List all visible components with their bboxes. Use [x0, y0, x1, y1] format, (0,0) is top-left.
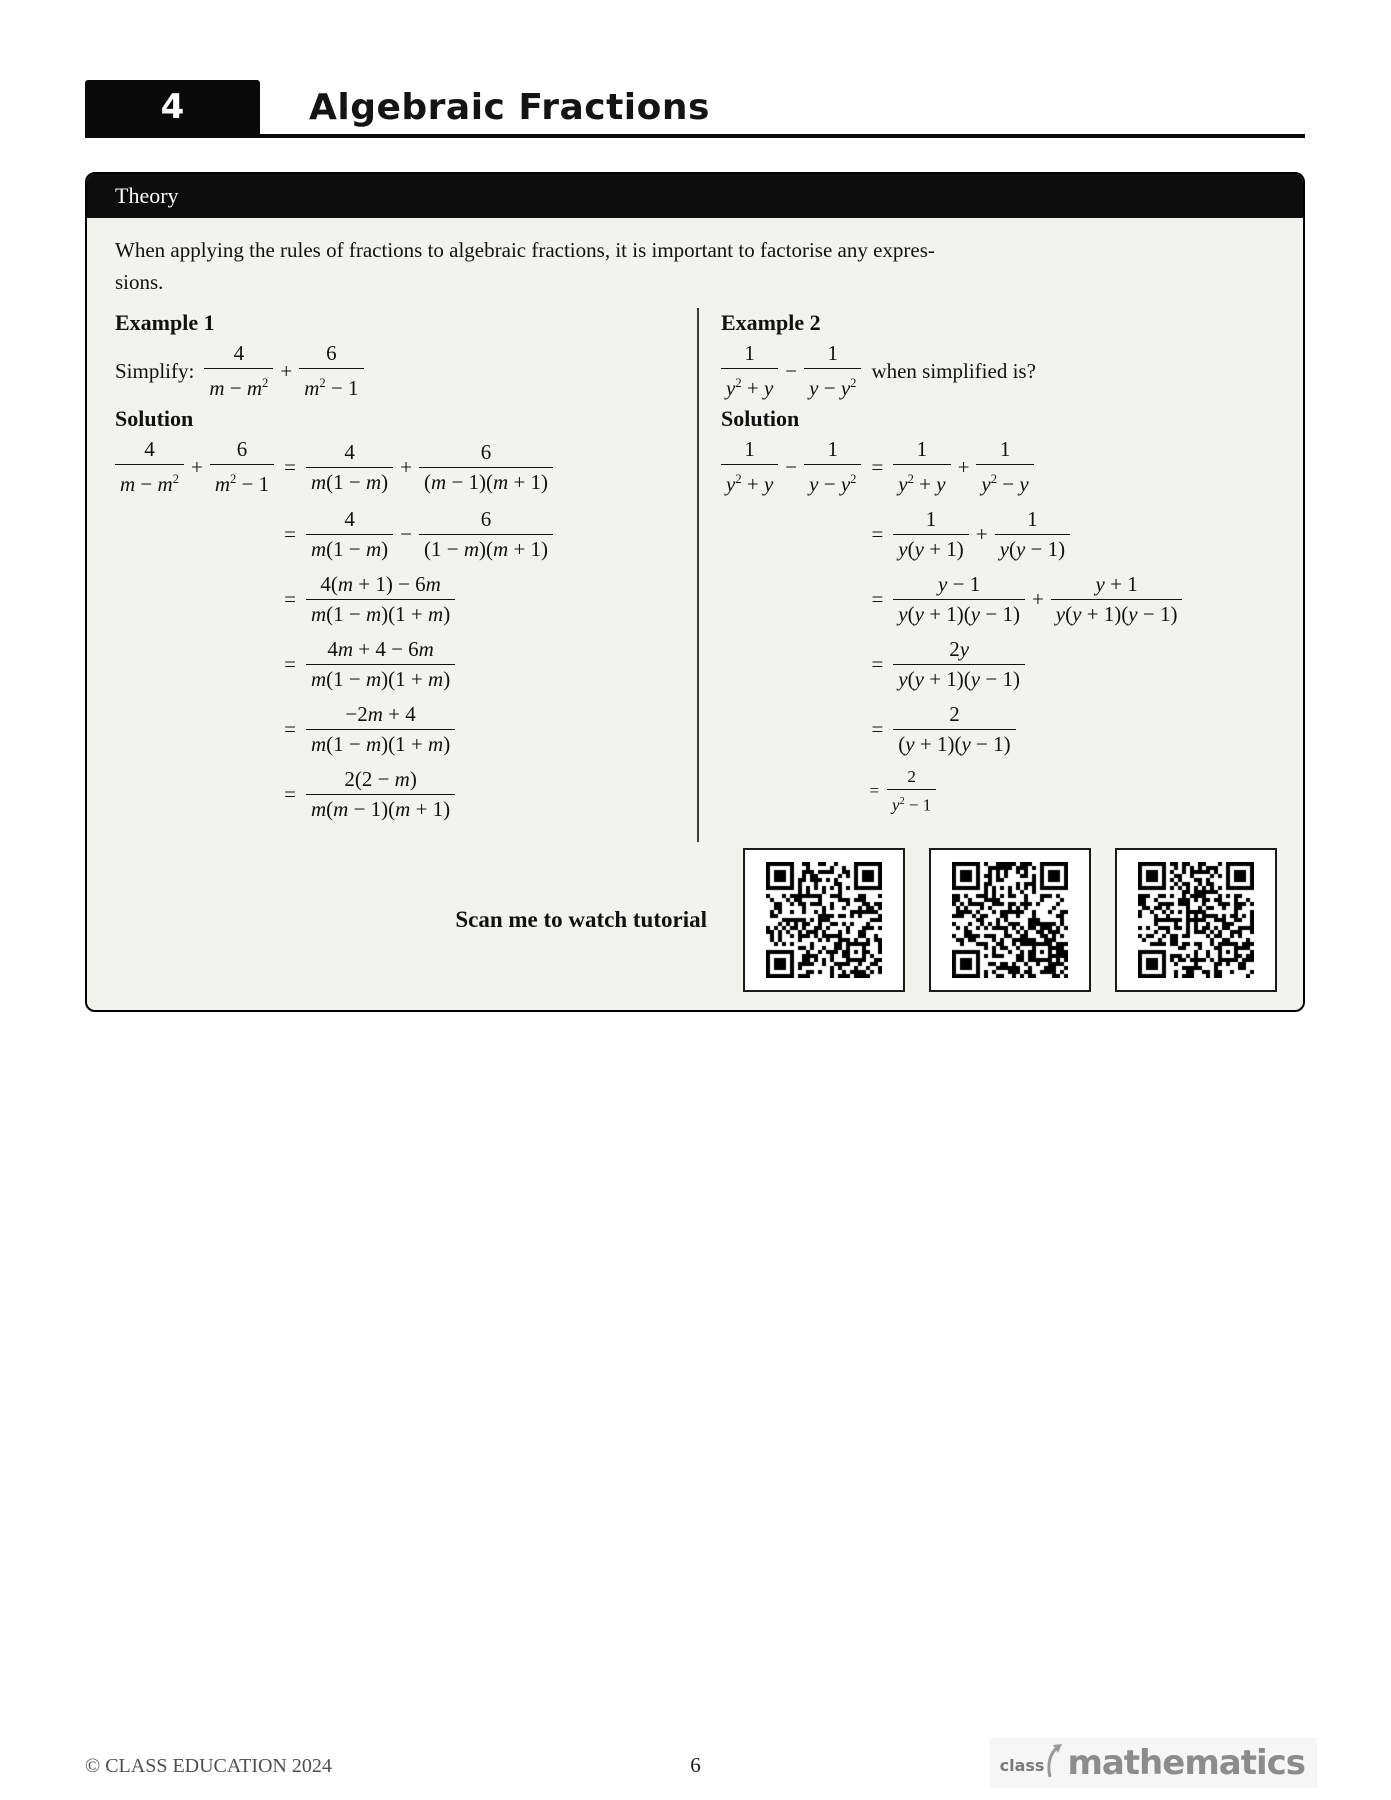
fraction: $\frac{4}{m(1 - m)}$ [306, 506, 393, 563]
fraction: $\frac{1}{y^2 - y}$ [976, 436, 1033, 498]
solution-step [861, 436, 1277, 498]
brand-logo-class-text: class [999, 1756, 1045, 1775]
solution-step [861, 766, 1277, 817]
example-2-column [699, 308, 1277, 817]
fraction: $\frac{-2m + 4}{m(1 - m)(1 + m)}$ [306, 701, 455, 758]
solution-step [861, 571, 1277, 628]
solution-step [274, 766, 697, 823]
chapter-header [85, 80, 1305, 138]
solution-step [274, 701, 697, 758]
theory-box [85, 172, 1305, 1012]
examples-columns [115, 308, 1277, 842]
solution-step [274, 506, 697, 563]
fraction: $\frac{2(2 - m)}{m(m - 1)(m + 1)}$ [306, 766, 455, 823]
equals-sign: = [869, 781, 880, 801]
math-operator: + [190, 454, 203, 479]
solution-lhs [115, 436, 274, 498]
solution-step [274, 439, 697, 496]
brand-logo-arrow-icon [1045, 1744, 1065, 1778]
math-operator: + [400, 454, 413, 479]
fraction: $\frac{2}{(y + 1)(y - 1)}$ [893, 701, 1015, 758]
page-number: 6 [690, 1753, 701, 1777]
fraction: $\frac{1}{y^2 + y}$ [893, 436, 950, 498]
example-2-title: Example 2 [721, 310, 821, 335]
equals-sign: = [284, 652, 296, 676]
solution-step [861, 636, 1277, 693]
solution-step [861, 701, 1277, 758]
prompt-expression [721, 340, 861, 402]
fraction: $\frac{1}{y^2 + y}$ [721, 436, 778, 498]
theory-band [87, 174, 1303, 218]
equals-sign: = [871, 454, 884, 479]
theory-label: Theory [115, 183, 179, 208]
scan-tutorial-text: Scan me to watch tutorial [455, 907, 707, 932]
fraction: $\frac{1}{y - y^2}$ [804, 436, 861, 498]
equals-sign: = [871, 652, 884, 676]
fraction: $\frac{1}{y^2 + y}$ [721, 340, 778, 402]
fraction: $\frac{6}{m^2 - 1}$ [210, 436, 274, 498]
example-2-solution-label: Solution [721, 406, 800, 431]
math-operator: + [975, 522, 988, 546]
theory-intro-line-2: sions. [115, 270, 164, 294]
math-operator: + [1031, 587, 1044, 611]
qr-tutorial-1-canvas [766, 862, 882, 978]
fraction: $\frac{4m + 4 - 6m}{m(1 - m)(1 + m)}$ [306, 636, 455, 693]
equals-sign: = [871, 522, 884, 546]
theory-intro [115, 234, 1277, 298]
qr-tutorial-2-canvas [952, 862, 1068, 978]
example-2-prompt [721, 340, 1277, 402]
fraction: $\frac{4}{m - m^2}$ [115, 436, 184, 498]
solution-step [274, 571, 697, 628]
example-1-title: Example 1 [115, 310, 215, 335]
math-operator: − [400, 522, 413, 546]
fraction: $\frac{y - 1}{y(y + 1)(y - 1)}$ [893, 571, 1025, 628]
fraction: $\frac{1}{y - y^2}$ [804, 340, 861, 402]
prompt-suffix: when simplified is? [871, 358, 1036, 383]
fraction: $\frac{1}{y(y + 1)}$ [893, 506, 969, 563]
chapter-title: Algebraic Fractions [309, 87, 710, 128]
scan-tutorial-row [115, 848, 1277, 992]
fraction: $\frac{6}{(1 - m)(m + 1)}$ [419, 506, 553, 563]
fraction: $\frac{4}{m(1 - m)}$ [306, 439, 393, 496]
brand-logo [990, 1738, 1317, 1788]
equals-sign: = [284, 717, 296, 741]
brand-logo-mathematics-text: mathematics [1067, 1743, 1305, 1783]
example-1-column [115, 308, 697, 823]
theory-body [87, 218, 1303, 1012]
copyright-text: © CLASS EDUCATION 2024 [85, 1755, 332, 1777]
math-operator: − [785, 358, 798, 383]
chapter-number-box: 4 [85, 80, 260, 134]
fraction: $\frac{2}{y^2 - 1}$ [887, 766, 936, 817]
example-1-prompt [115, 340, 697, 402]
qr-tutorial-3-canvas [1138, 862, 1254, 978]
fraction: $\frac{2y}{y(y + 1)(y - 1)}$ [893, 636, 1025, 693]
fraction: $\frac{4(m + 1) - 6m}{m(1 - m)(1 + m)}$ [306, 571, 455, 628]
qr-tutorial-3 [1115, 848, 1277, 992]
equals-sign: = [871, 587, 884, 611]
fraction: $\frac{4}{m - m^2}$ [204, 340, 273, 402]
prompt-label: Simplify: [115, 358, 195, 383]
equals-sign: = [284, 454, 296, 479]
equals-sign: = [284, 782, 296, 806]
solution-step [861, 506, 1277, 563]
example-1-solution-steps [115, 436, 697, 823]
math-operator: + [280, 358, 293, 383]
example-2-solution-steps [721, 436, 1277, 817]
solution-lhs [721, 436, 861, 498]
equals-sign: = [284, 587, 296, 611]
fraction: $\frac{6}{m^2 - 1}$ [299, 340, 363, 402]
math-operator: − [785, 454, 798, 479]
prompt-expression [204, 340, 363, 402]
fraction: $\frac{6}{(m - 1)(m + 1)}$ [419, 439, 553, 496]
qr-tutorial-2 [929, 848, 1091, 992]
example-1-solution-label: Solution [115, 406, 194, 431]
fraction: $\frac{1}{y(y - 1)}$ [995, 506, 1071, 563]
solution-step [274, 636, 697, 693]
equals-sign: = [871, 717, 884, 741]
theory-intro-line-1: When applying the rules of fractions to algebraic fractions, it is important to factorise any expres- [115, 238, 935, 262]
fraction: $\frac{y + 1}{y(y + 1)(y - 1)}$ [1051, 571, 1183, 628]
math-operator: + [957, 454, 970, 479]
qr-tutorial-1 [743, 848, 905, 992]
equals-sign: = [284, 522, 296, 546]
